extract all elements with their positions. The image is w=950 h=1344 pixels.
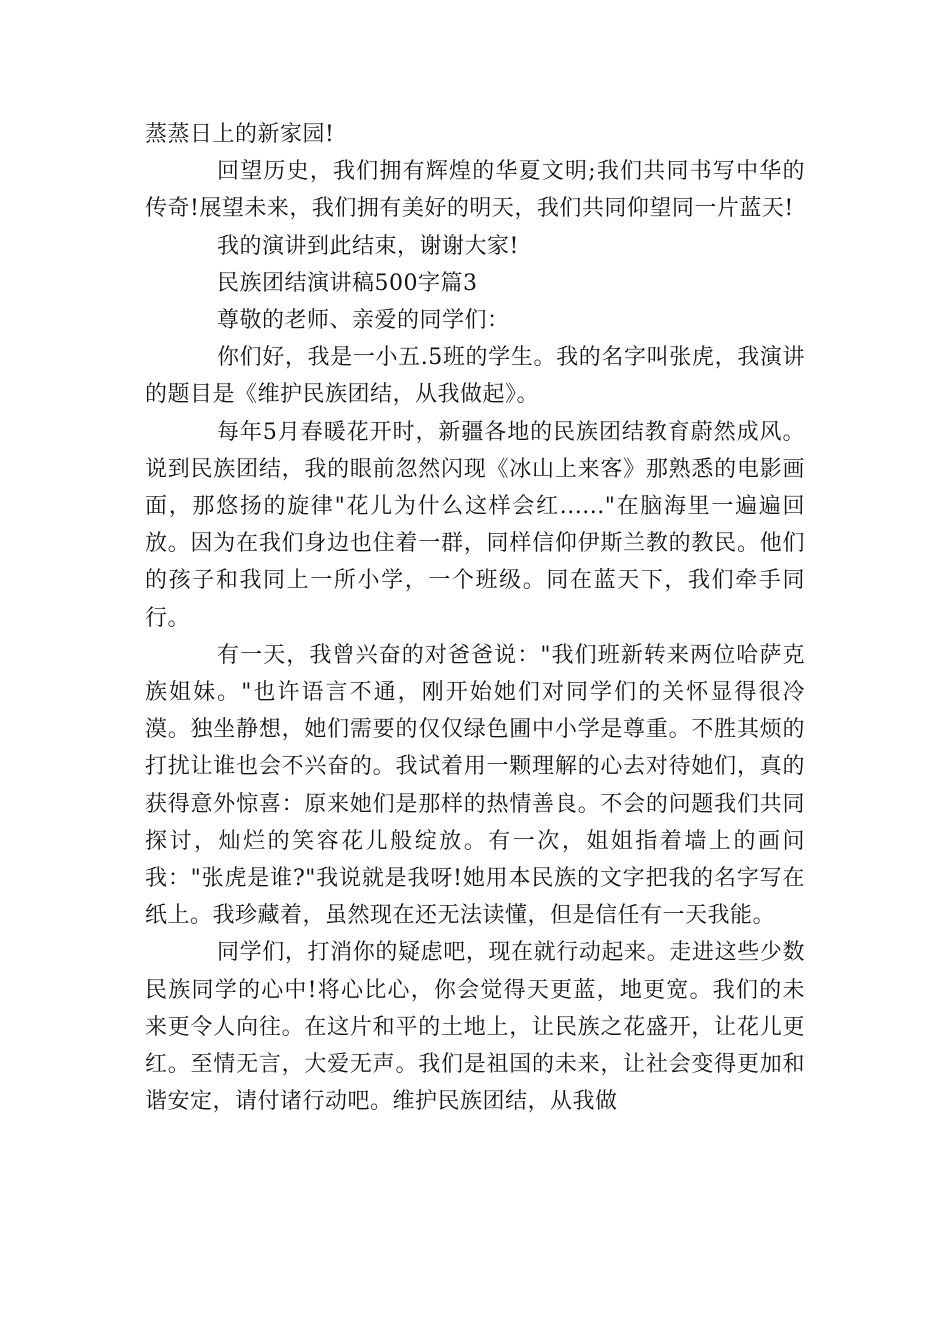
paragraph-closing: 我的演讲到此结束，谢谢大家! (217, 233, 519, 259)
paragraph-may-education: 每年5月春暖花开时，新疆各地的民族团结教育蔚然成风。说到民族团结，我的眼前忽然闪现《冰山上来客》那熟悉的电影画面，那悠扬的旋律"花儿为什么这样会红......"在脑海里一遍遍回放。因为在我们身边也住着一群，同样信仰伊斯兰教的教民。他们的孩子和我同上一所小学，一个班级。同在蓝天下，我们牵手同行。 (145, 419, 805, 631)
paragraph-continuation: 蒸蒸日上的新家园! (145, 122, 335, 147)
document-body (145, 116, 805, 1120)
paragraph-introduction: 你们好，我是一小五.5班的学生。我的名字叫张虎，我演讲的题目是《维护民族团结，从我做起》。 (145, 345, 805, 408)
paragraph-call-to-action: 同学们，打消你的疑虑吧，现在就行动起来。走进这些少数民族同学的心中!将心比心，你会觉得天更蓝，地更宽。我们的未来更令人向往。在这片和平的土地上，让民族之花盛开，让花儿更红。至情无言，大爱无声。我们是祖国的未来，让社会变得更加和谐安定，请付诸行动吧。维护民族团结，从我做 (145, 940, 805, 1115)
paragraph-story: 有一天，我曾兴奋的对爸爸说："我们班新转来两位哈萨克族姐妹。"也许语言不通，刚开始她们对同学们的关怀显得很冷漠。独坐静想，她们需要的仅仅绿色圃中小学是尊重。不胜其烦的打扰让谁也会不兴奋的。我试着用一颗理解的心去对待她们，真的获得意外惊喜：原来她们是那样的热情善良。不会的问题我们共同探讨，灿烂的笑容花儿般绽放。有一次，姐姐指着墙上的画问我："张虎是谁?"我说就是我呀!她用本民族的文字把我的名字写在纸上。我珍藏着，虽然现在还无法读懂，但是信任有一天我能。 (145, 642, 805, 929)
section-heading: 民族团结演讲稿500字篇3 (217, 270, 478, 296)
paragraph-history: 回望历史，我们拥有辉煌的华夏文明;我们共同书写中华的传奇!展望未来，我们拥有美好的明天，我们共同仰望同一片蓝天! (145, 159, 805, 222)
paragraph-salutation: 尊敬的老师、亲爱的同学们： (217, 308, 510, 334)
